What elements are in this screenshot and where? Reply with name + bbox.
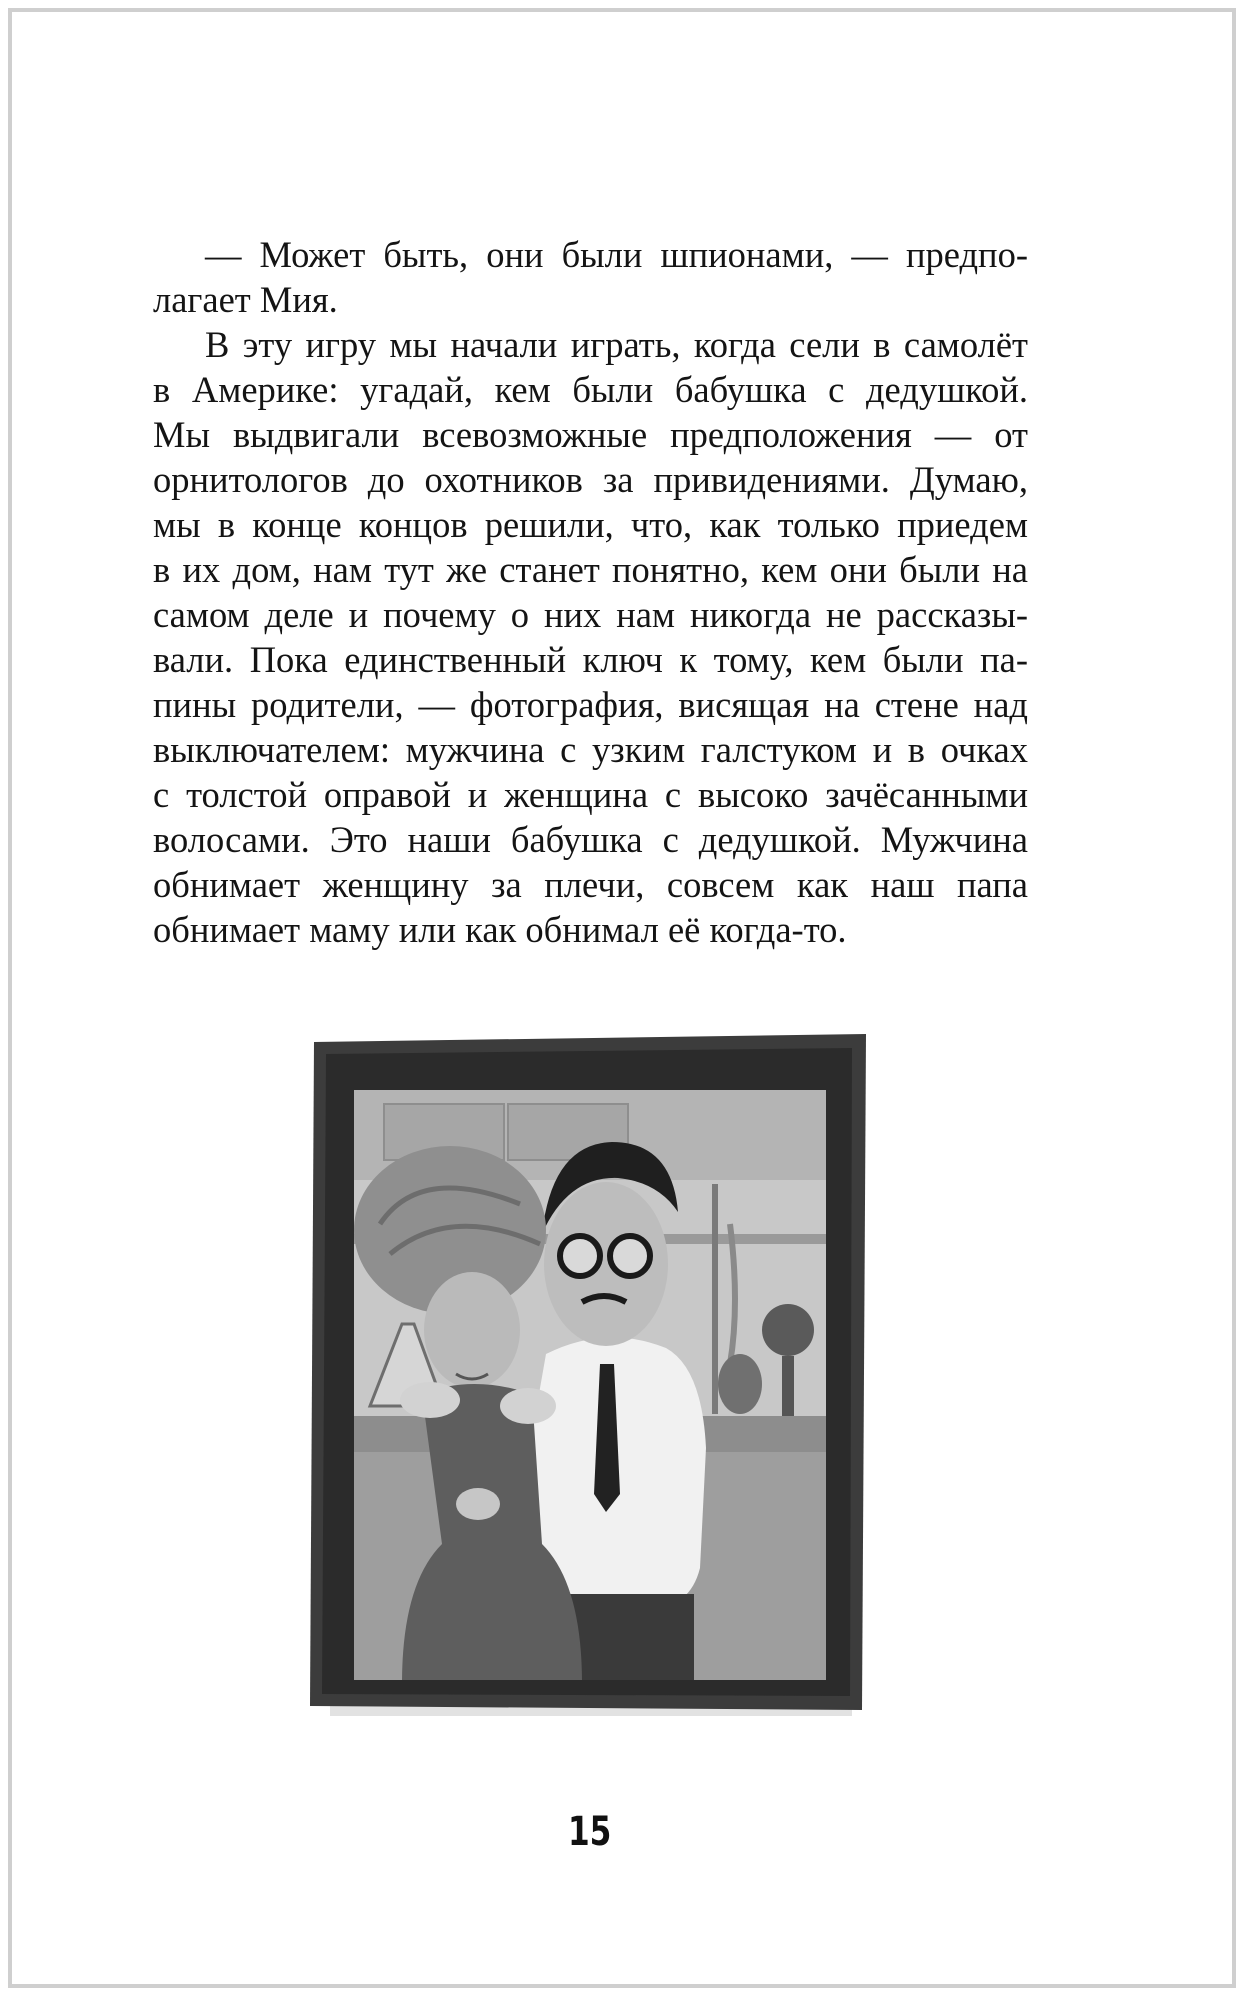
text-line: волосами. Это наши бабушка с дедушкой. Мужчина (153, 819, 1028, 860)
text-line: пины родители, — фотография, висящая на стене над (153, 684, 1028, 725)
man-glasses-right (610, 1236, 650, 1276)
text-line: в Америке: угадай, кем были бабушка с дедушкой. (153, 369, 1028, 410)
man-hand-right (500, 1388, 556, 1424)
body-text (153, 232, 1028, 952)
lab-stand (712, 1184, 718, 1414)
lab-globe-stand (782, 1356, 794, 1416)
text-line: В эту игру мы начали играть, когда сели в самолёт (205, 324, 1028, 365)
text-line: в их дом, нам тут же станет понятно, кем они были на (153, 549, 1028, 590)
text-line: мы в конце концов решили, что, как только приедем (153, 504, 1028, 545)
text-line: обнимает маму или как обнимал её когда-то. (153, 909, 847, 950)
man-hand-left (400, 1382, 460, 1418)
text-line: Мы выдвигали всевозможные предположения — от (153, 414, 1028, 455)
text-line: лагает Мия. (153, 279, 338, 320)
woman-head (424, 1272, 520, 1388)
text-line: — Может быть, они были шпионами, — предпо- (205, 234, 1028, 275)
man-glasses-left (560, 1236, 600, 1276)
framed-photo-illustration (310, 1034, 870, 1722)
lab-globe (762, 1304, 814, 1356)
page-number: 15 (567, 1809, 612, 1855)
woman-hands (456, 1488, 500, 1520)
text-line: с толстой оправой и женщина с высоко зачёсанными (153, 774, 1028, 815)
lab-bottle (718, 1354, 762, 1414)
text-line: самом деле и почему о них нам никогда не рассказы- (153, 594, 1028, 635)
framed-photo-svg (310, 1034, 870, 1722)
text-line: вали. Пока единственный ключ к тому, кем были па- (153, 639, 1028, 680)
text-line: орнитологов до охотников за привидениями. Думаю, (153, 459, 1028, 500)
text-line: обнимает женщину за плечи, совсем как наш папа (153, 864, 1028, 905)
text-line: выключателем: мужчина с узким галстуком и в очках (153, 729, 1028, 770)
